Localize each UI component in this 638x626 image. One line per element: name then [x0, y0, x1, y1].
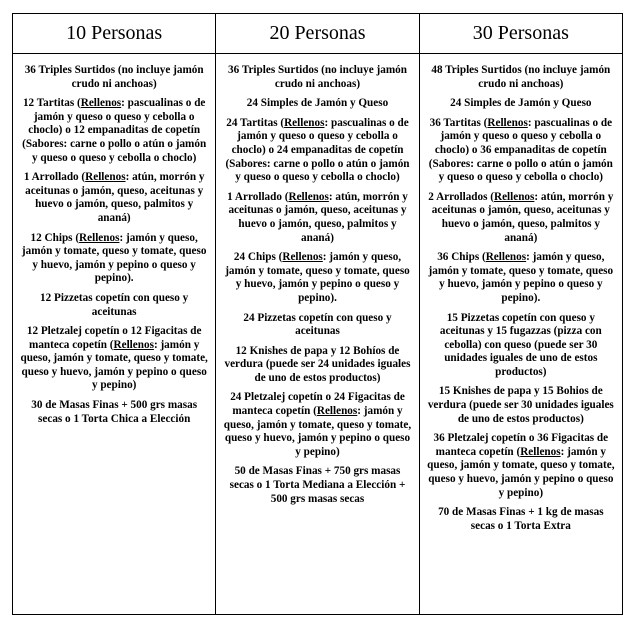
rellenos-label: Rellenos [85, 171, 126, 184]
item-text: : jamón y queso, jamón y tomate, queso y tomate, queso y huevo, jamón y pepino o queso y pepino). [428, 251, 614, 304]
menu-item [222, 64, 412, 91]
column-30-personas [420, 14, 622, 614]
rellenos-label: Rellenos [80, 97, 122, 110]
menu-item [426, 312, 616, 380]
item-text: 24 Tartitas ( [226, 116, 285, 129]
column-10-personas [13, 14, 216, 614]
menu-item [19, 325, 209, 393]
menu-item [222, 251, 412, 305]
item-text: 12 Pletzalej copetín o 12 Figacitas de manteca copetín ( [26, 325, 202, 351]
menu-item [222, 117, 412, 185]
rellenos-label: Rellenos [520, 445, 561, 458]
rellenos-label: Rellenos [79, 231, 120, 244]
column-items [420, 54, 622, 539]
menu-item [222, 391, 412, 459]
menu-item [426, 506, 616, 533]
column-header: 30 Personas [420, 14, 622, 54]
column-20-personas [216, 14, 419, 614]
item-text: 12 Tartitas ( [22, 97, 81, 110]
menu-item [426, 97, 616, 111]
item-text: 36 Triples Surtidos (no incluye jamón crudo ni anchoas) [24, 64, 204, 90]
item-text: : atún, morrón y aceitunas o jamón, queso, aceitunas y huevo o jamón, queso, palmitos y ananá) [228, 190, 408, 244]
rellenos-label: Rellenos [316, 405, 358, 418]
item-text: 50 de Masas Finas + 750 grs masas secas o 1 Torta Mediana a Elección + 500 grs masas secas [229, 465, 406, 505]
menu-item [426, 251, 616, 305]
menu-item [426, 117, 616, 185]
item-text: 15 Pizzetas copetín con queso y aceitunas y 15 fugazzas (pizza con cebolla) con queso (puede ser 30 unidades iguales de uno de estos productos) [439, 311, 602, 378]
rellenos-label: Rellenos [282, 251, 323, 264]
menu-item [19, 97, 209, 165]
item-text: 70 de Masas Finas + 1 kg de masas secas o 1 Torta Extra [438, 506, 604, 532]
menu-table [12, 13, 623, 615]
item-text: 12 Chips ( [30, 231, 80, 244]
menu-item [222, 191, 412, 245]
item-text: 15 Knishes de papa y 15 Bohios de verdura (puede ser 30 unidades iguales de uno de estos productos) [427, 385, 614, 425]
item-text: 24 Pizzetas copetín con queso y aceitunas [243, 311, 392, 338]
menu-item [426, 191, 616, 245]
rellenos-label: Rellenos [113, 338, 154, 351]
item-text: : jamón y queso, jamón y tomate, queso y tomate, queso y huevo, jamón y pepino o queso y pepino) [427, 445, 615, 499]
menu-item [222, 465, 412, 506]
item-text: 24 Simples de Jamón y Queso [450, 97, 592, 110]
rellenos-label: Rellenos [493, 190, 535, 203]
item-text: : jamón y queso, jamón y tomate, queso y tomate, queso y huevo, jamón y pepino o queso y pepino) [223, 405, 412, 458]
item-text: 48 Triples Surtidos (no incluye jamón crudo ni anchoas) [431, 64, 611, 90]
rellenos-label: Rellenos [288, 190, 329, 203]
menu-item [222, 312, 412, 339]
menu-item [222, 345, 412, 386]
item-text: 12 Knishes de papa y 12 Bohíos de verdura (puede ser 24 unidades iguales de uno de estos productos) [224, 344, 411, 384]
item-text: : pascualinas o de jamón y queso o queso y cebolla o choclo) o 24 empanaditas de copetín (Sabores: carne o pollo o atún o jamón y queso o queso y cebolla o choclo) [225, 116, 410, 184]
menu-item [19, 171, 209, 225]
item-text: : jamón y queso, jamón y tomate, queso y tomate, queso y huevo, jamón y pepino o queso y pepino). [21, 231, 207, 285]
menu-item [222, 97, 412, 111]
menu-item [426, 432, 616, 500]
item-text: : pascualinas o de jamón y queso o queso y cebolla o choclo) o 12 empanaditas de copetín (Sabores: carne o pollo o atún o jamón y queso o queso y cebolla o choclo) [22, 97, 207, 164]
item-text: 36 Chips ( [437, 251, 486, 264]
item-text: 36 Triples Surtidos (no incluye jamón crudo ni anchoas) [228, 64, 407, 90]
column-header: 20 Personas [216, 14, 418, 54]
rellenos-label: Rellenos [487, 116, 528, 129]
item-text: 36 Pletzalej copetín o 36 Figacitas de manteca copetín ( [433, 432, 609, 458]
item-text: 12 Pizzetas copetín con queso y aceitunas [40, 291, 189, 318]
item-text: : jamón y queso, jamón y tomate, queso y tomate, queso y huevo, jamón y pepino o queso y pepino). [225, 251, 410, 304]
item-text: 30 de Masas Finas + 500 grs masas secas o 1 Torta Chica a Elección [31, 399, 198, 425]
item-text: 36 Tartitas ( [429, 116, 488, 129]
item-text: 1 Arrollado ( [23, 171, 86, 184]
menu-item [19, 232, 209, 286]
rellenos-label: Rellenos [485, 251, 527, 264]
item-text: 2 Arrollados ( [428, 190, 494, 203]
column-header: 10 Personas [13, 14, 215, 54]
item-text: 24 Pletzalej copetín o 24 Figacitas de manteca copetín ( [230, 391, 405, 418]
column-items [13, 54, 215, 432]
menu-item [426, 64, 616, 91]
column-items [216, 54, 418, 512]
item-text: 24 Simples de Jamón y Queso [246, 97, 389, 110]
item-text: : pascualinas o de jamón y queso o queso y cebolla o choclo) o 36 empanaditas de copetín (Sabores: carne o pollo o atún o jamón y queso o queso y cebolla o choclo) [428, 116, 613, 184]
item-text: : atún, morrón y aceitunas o jamón, queso, aceitunas y huevo o jamón, queso, palmitos y ananá) [25, 171, 205, 224]
menu-item [19, 64, 209, 91]
menu-item [426, 385, 616, 426]
item-text: : jamón y queso, jamón y tomate, queso y tomate, queso y huevo, jamón y pepino o queso y pepino) [20, 338, 208, 392]
rellenos-label: Rellenos [284, 116, 325, 129]
item-text: 1 Arrollado ( [227, 190, 289, 203]
menu-item [19, 399, 209, 426]
menu-item [19, 292, 209, 319]
item-text: 24 Chips ( [233, 251, 283, 264]
item-text: : atún, morrón y aceitunas o jamón, queso, aceitunas y huevo o jamón, queso, palmitos y ananá) [431, 190, 614, 244]
